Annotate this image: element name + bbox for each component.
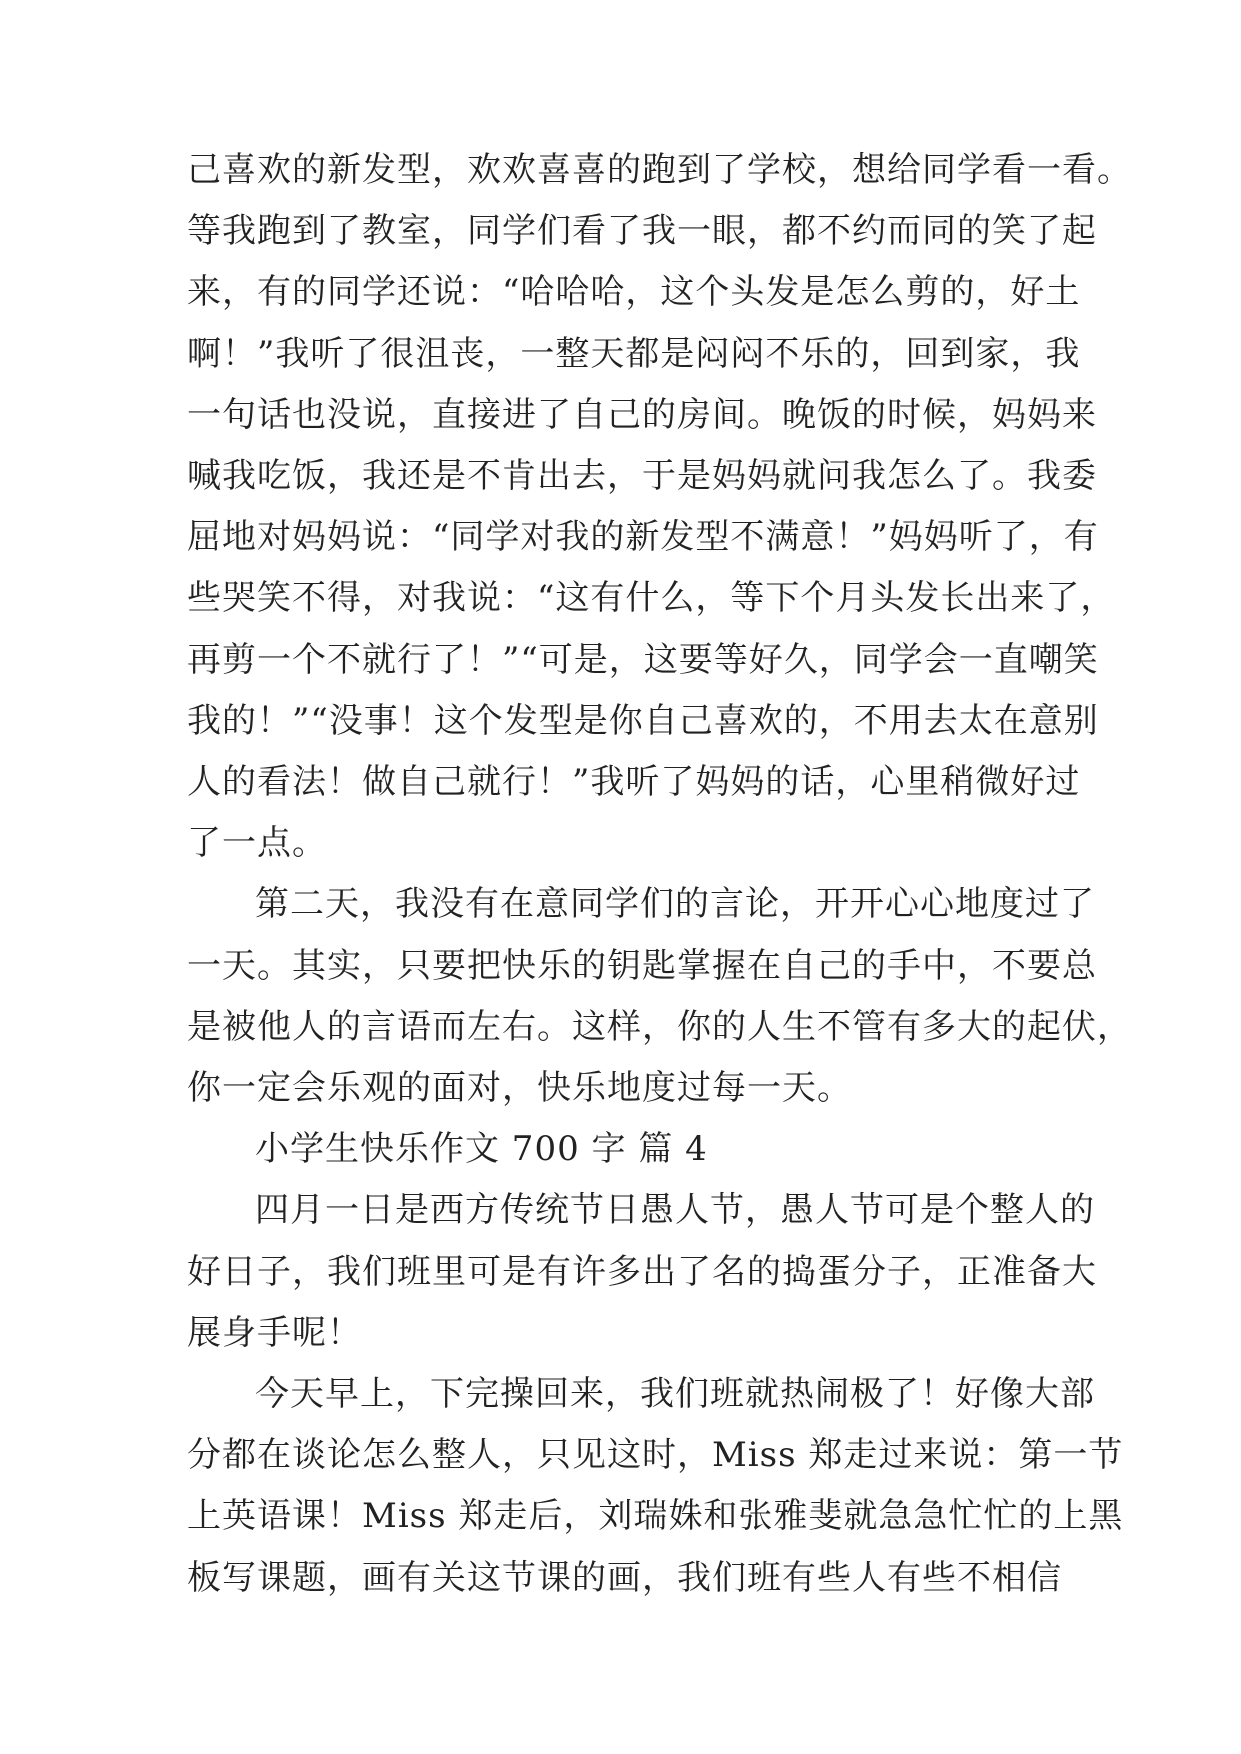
section-heading: 小学生快乐作文 700 字 篇 4	[255, 1129, 708, 1170]
text-line: 喊我吃饭，我还是不肯出去，于是妈妈就问我怎么了。我委	[187, 456, 1097, 497]
text-line: 分都在谈论怎么整人，只见这时，Miss 郑走过来说：第一节	[187, 1435, 1124, 1476]
document-page	[187, 140, 1132, 1609]
text-line: 己喜欢的新发型，欢欢喜喜的跑到了学校，想给同学看一看。	[187, 150, 1132, 190]
text-line: 一句话也没说，直接进了自己的房间。晚饭的时候，妈妈来	[187, 394, 1097, 435]
text-line: 等我跑到了教室，同学们看了我一眼，都不约而同的笑了起	[187, 211, 1097, 252]
text-line: 来，有的同学还说：“哈哈哈，这个头发是怎么剪的，好土	[187, 272, 1081, 313]
paragraph-4	[187, 1364, 1124, 1609]
paragraph-2	[187, 874, 1132, 1119]
text-line: 展身手呢！	[187, 1312, 362, 1353]
text-line: 再剪一个不就行了！”“可是，这要等好久，同学会一直嘲笑	[187, 639, 1099, 680]
text-line: 四月一日是西方传统节日愚人节，愚人节可是个整人的	[255, 1190, 1095, 1231]
text-line: 上英语课！Miss 郑走后，刘瑞姝和张雅斐就急急忙忙的上黑	[187, 1496, 1124, 1537]
text-line: 些哭笑不得，对我说：“这有什么，等下个月头发长出来了，	[187, 578, 1116, 619]
text-line: 屈地对妈妈说：“同学对我的新发型不满意！”妈妈听了，有	[187, 517, 1099, 558]
text-line: 人的看法！做自己就行！”我听了妈妈的话，心里稍微好过	[187, 762, 1081, 803]
text-line: 是被他人的言语而左右。这样，你的人生不管有多大的起伏，	[187, 1006, 1132, 1047]
text-line: 我的！”“没事！这个发型是你自己喜欢的，不用去太在意别	[187, 700, 1099, 741]
text-line: 啊！”我听了很沮丧，一整天都是闷闷不乐的，回到家，我	[187, 333, 1081, 374]
text-line: 了一点。	[187, 823, 327, 864]
text-line: 一天。其实，只要把快乐的钥匙掌握在自己的手中，不要总	[187, 945, 1097, 986]
text-line: 你一定会乐观的面对，快乐地度过每一天。	[187, 1068, 852, 1109]
paragraph-3	[187, 1180, 1097, 1364]
text-line: 好日子，我们班里可是有许多出了名的捣蛋分子，正准备大	[187, 1251, 1097, 1292]
text-line: 今天早上，下完操回来，我们班就热闹极了！好像大部	[255, 1374, 1095, 1415]
text-line: 第二天，我没有在意同学们的言论，开开心心地度过了	[255, 884, 1095, 925]
text-line: 板写课题，画有关这节课的画，我们班有些人有些不相信	[187, 1557, 1062, 1598]
paragraph-1	[187, 140, 1132, 874]
